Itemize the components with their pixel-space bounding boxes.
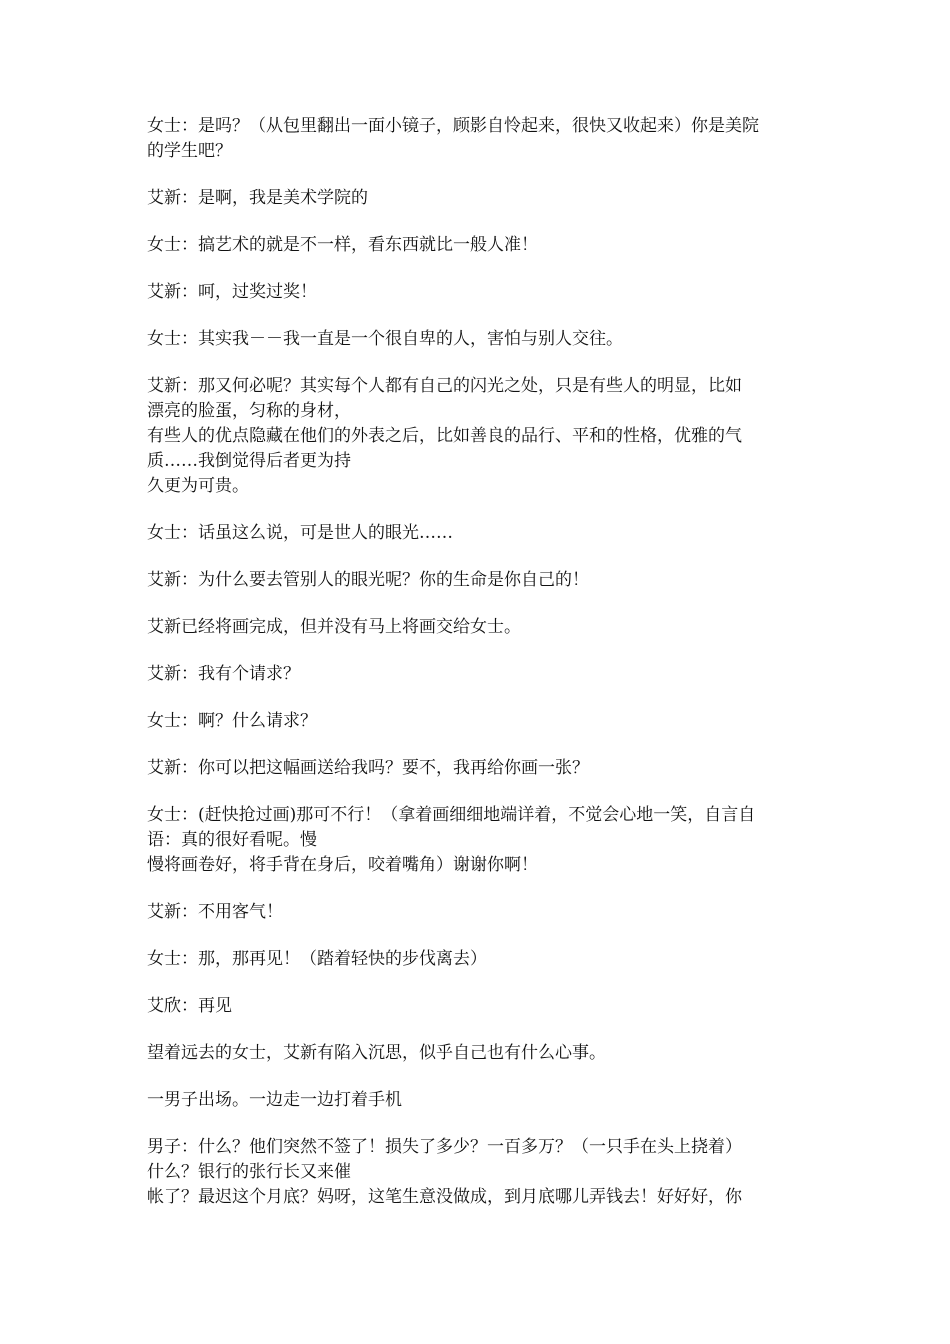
paragraph-line: 艾新：是啊，我是美术学院的 [147,188,368,208]
script-paragraph [147,1135,812,1210]
paragraph-line: 有些人的优点隐藏在他们的外表之后，比如善良的品行、平和的性格，优雅的气 [147,426,742,446]
paragraph-line: 艾新：为什么要去管别人的眼光呢？你的生命是你自己的！ [147,570,589,590]
paragraph-line: 艾新已经将画完成，但并没有马上将画交给女士。 [147,617,521,637]
script-paragraph [147,1041,812,1066]
paragraph-line: 女士：是吗？（从包里翻出一面小镜子，顾影自怜起来，很快又收起来）你是美院 [147,116,759,136]
script-paragraph [147,615,812,640]
script-paragraph [147,662,812,687]
paragraph-line: 女士：搞艺术的就是不一样，看东西就比一般人准！ [147,235,538,255]
script-paragraph [147,233,812,258]
script-paragraph [147,280,812,305]
script-paragraph [147,709,812,734]
paragraph-line: 慢将画卷好，将手背在身后，咬着嘴角）谢谢你啊！ [147,855,538,875]
paragraph-line: 什么？银行的张行长又来催 [147,1162,351,1182]
paragraph-line: 女士：啊？什么请求？ [147,711,317,731]
paragraph-line: 男子：什么？他们突然不签了！损失了多少？一百多万？（一只手在头上挠着） [147,1137,742,1157]
script-paragraph [147,186,812,211]
paragraph-line: 帐了？最迟这个月底？妈呀，这笔生意没做成，到月底哪儿弄钱去！好好好，你 [147,1187,742,1207]
paragraph-line: 一男子出场。一边走一边打着手机 [147,1090,402,1110]
script-paragraph [147,374,812,499]
script-paragraph [147,114,812,164]
paragraph-line: 女士：其实我－－我一直是一个很自卑的人，害怕与别人交往。 [147,329,623,349]
paragraph-line: 艾新：我有个请求？ [147,664,300,684]
script-paragraph [147,756,812,781]
paragraph-line: 女士：话虽这么说，可是世人的眼光…… [147,523,453,543]
paragraph-line: 漂亮的脸蛋，匀称的身材， [147,401,351,421]
script-paragraph [147,1088,812,1113]
script-paragraph [147,327,812,352]
paragraph-line: 语：真的很好看呢。慢 [147,830,317,850]
paragraph-line: 望着远去的女士，艾新有陷入沉思，似乎自己也有什么心事。 [147,1043,606,1063]
paragraph-line: 艾新：呵，过奖过奖！ [147,282,317,302]
script-paragraph [147,521,812,546]
paragraph-line: 女士：(赶快抢过画)那可不行！（拿着画细细地端详着，不觉会心地一笑，自言自 [147,805,756,825]
script-paragraph [147,568,812,593]
paragraph-line: 艾新：你可以把这幅画送给我吗？要不，我再给你画一张？ [147,758,589,778]
paragraph-line: 质……我倒觉得后者更为持 [147,451,351,471]
paragraph-line: 艾新：那又何必呢？其实每个人都有自己的闪光之处，只是有些人的明显，比如 [147,376,742,396]
paragraph-line: 艾新：不用客气！ [147,902,283,922]
paragraph-line: 艾欣：再见 [147,996,232,1016]
script-paragraph [147,803,812,878]
script-paragraph [147,900,812,925]
paragraph-line: 的学生吧？ [147,141,232,161]
paragraph-line: 女士：那，那再见！（踏着轻快的步伐离去） [147,949,487,969]
document-body [147,114,812,1232]
script-paragraph [147,994,812,1019]
script-paragraph [147,947,812,972]
paragraph-line: 久更为可贵。 [147,476,249,496]
